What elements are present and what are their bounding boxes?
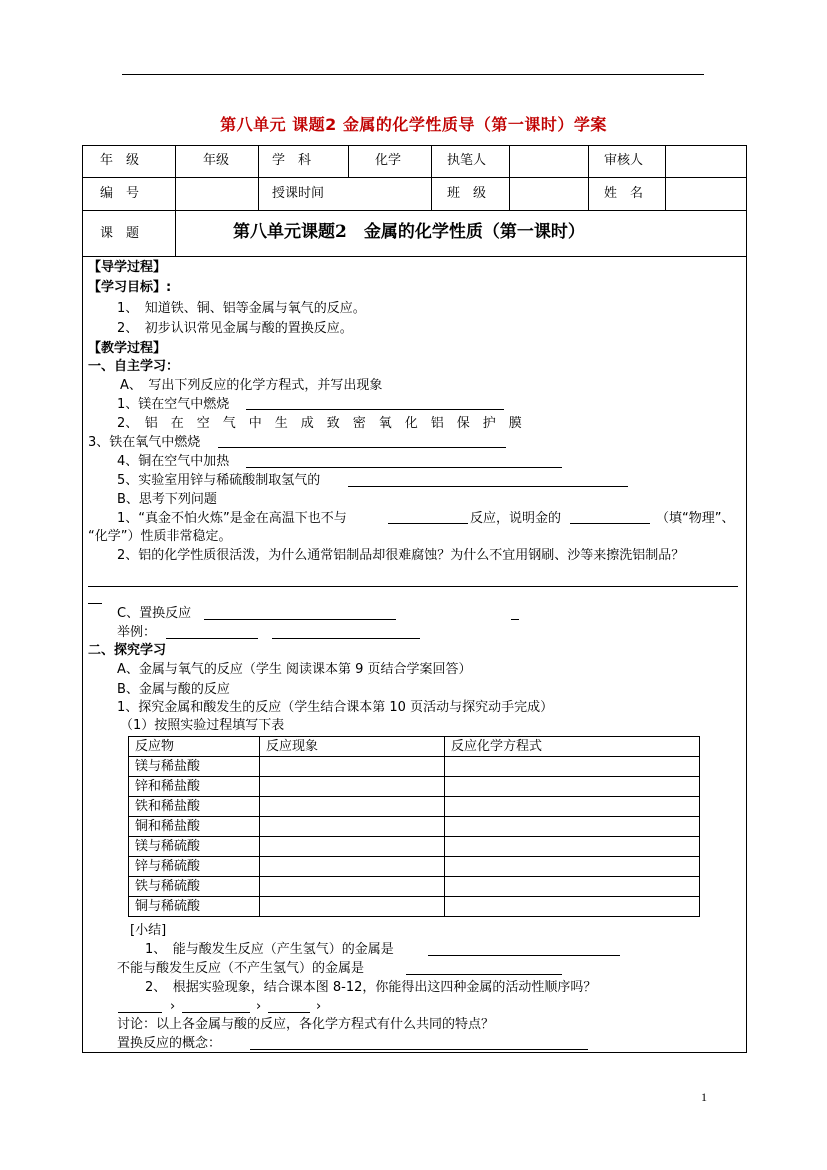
- reactant-cell: 铁与稀硫酸: [129, 877, 260, 897]
- reactant-cell: 镁与稀盐酸: [129, 757, 260, 777]
- phenomenon-cell[interactable]: [260, 857, 445, 877]
- goals-heading: 【学习目标】:: [88, 280, 172, 295]
- row-divider: [82, 210, 747, 211]
- think-question-1: [117, 510, 347, 527]
- header-phenomenon: 反应现象: [260, 737, 445, 757]
- header-rule: [122, 74, 704, 75]
- summary-1: 1、 能与酸发生反应（产生氢气）的金属是: [145, 942, 394, 957]
- think-q1-part-c: （填“物理”、: [656, 511, 735, 526]
- answer-line[interactable]: [218, 447, 506, 448]
- answer-line[interactable]: [511, 619, 519, 620]
- table-row: [129, 857, 700, 877]
- reviewer-label: 审核人: [604, 153, 644, 168]
- page-number: 1: [701, 1090, 707, 1104]
- grade-value: 年级: [203, 153, 230, 168]
- question-4: 4、铜在空气中加热: [117, 454, 230, 469]
- author-label: 执笔人: [447, 153, 487, 168]
- guide-heading: 【导学过程】: [88, 260, 167, 275]
- table-row: [129, 897, 700, 917]
- question-1-text: 1、镁在空气中燃烧: [117, 397, 230, 412]
- concept-label: 置换反应的概念：: [117, 1036, 222, 1051]
- explore-a: A、金属与氧气的反应（学生 阅读课本第 9 页结合学案回答）: [117, 662, 472, 677]
- phenomenon-cell[interactable]: [260, 837, 445, 857]
- summary-2: 2、 根据实验现象，结合课本图 8-12，你能得出这四种金属的活动性顺序吗？: [145, 980, 597, 995]
- answer-line[interactable]: [250, 1049, 588, 1050]
- question-3: 3、铁在氧气中燃烧: [88, 435, 201, 450]
- answer-line[interactable]: [118, 1012, 162, 1013]
- think-q1-part-b: 反应，说明金的: [470, 511, 562, 526]
- answer-line[interactable]: [166, 638, 258, 639]
- example-label: 举例：: [117, 625, 157, 640]
- table-row: [129, 777, 700, 797]
- goal-1: 1、 知道铁、铜、铝等金属与氧气的反应。: [117, 301, 366, 316]
- explore-1-1: （1）按照实验过程填写下表: [120, 718, 285, 733]
- col-divider: [431, 145, 432, 210]
- equation-cell[interactable]: [445, 797, 700, 817]
- answer-line[interactable]: [88, 586, 738, 587]
- equation-cell[interactable]: [445, 837, 700, 857]
- section-c-heading: C、置换反应: [117, 606, 192, 621]
- subject-label: 学 科: [272, 153, 312, 168]
- phenomenon-cell[interactable]: [260, 817, 445, 837]
- col-divider: [175, 145, 176, 256]
- answer-line[interactable]: [268, 1012, 310, 1013]
- order-separator: ›: [316, 999, 322, 1014]
- question-5: 5、实验室用锌与稀硫酸制取氢气的: [117, 473, 321, 488]
- name-label: 姓 名: [604, 186, 644, 201]
- explore-heading: 二、探究学习: [88, 643, 167, 658]
- order-separator: ›: [170, 999, 176, 1014]
- reactant-cell: 铁和稀盐酸: [129, 797, 260, 817]
- equation-cell[interactable]: [445, 877, 700, 897]
- answer-line[interactable]: [570, 523, 650, 524]
- answer-line[interactable]: [388, 523, 468, 524]
- equation-cell[interactable]: [445, 817, 700, 837]
- topic-value: 第八单元课题2 金属的化学性质（第一课时）: [233, 222, 585, 242]
- reactant-cell: 铜与稀硫酸: [129, 897, 260, 917]
- equation-cell[interactable]: [445, 897, 700, 917]
- answer-line[interactable]: [182, 1012, 250, 1013]
- class-label: 班 级: [447, 186, 487, 201]
- answer-line[interactable]: [272, 638, 420, 639]
- reactant-cell: 锌与稀硫酸: [129, 857, 260, 877]
- explore-b: B、金属与酸的反应: [117, 682, 230, 697]
- answer-line[interactable]: [246, 467, 562, 468]
- reaction-table: [128, 736, 700, 917]
- explore-1: 1、探究金属和酸发生的反应（学生结合课本第 10 页活动与探究动手完成）: [117, 700, 554, 715]
- col-divider: [665, 145, 666, 210]
- answer-line[interactable]: [348, 486, 628, 487]
- reactant-cell: 铜和稀盐酸: [129, 817, 260, 837]
- reactant-cell: 锌和稀盐酸: [129, 777, 260, 797]
- row-divider: [82, 256, 747, 257]
- table-row: [129, 797, 700, 817]
- answer-line[interactable]: [406, 974, 562, 975]
- col-divider: [588, 145, 589, 210]
- grade-label: 年 级: [100, 153, 140, 168]
- col-divider: [258, 145, 259, 210]
- goal-2: 2、 初步认识常见金属与酸的置换反应。: [117, 321, 353, 336]
- answer-line[interactable]: [88, 603, 102, 604]
- subject-value: 化学: [375, 153, 402, 168]
- header-reactant: 反应物: [129, 737, 260, 757]
- table-row: [129, 837, 700, 857]
- col-divider: [348, 145, 349, 177]
- equation-cell[interactable]: [445, 777, 700, 797]
- reactant-cell: 镁与稀硫酸: [129, 837, 260, 857]
- self-study-heading: 一、自主学习：: [88, 359, 180, 374]
- phenomenon-cell[interactable]: [260, 757, 445, 777]
- answer-line[interactable]: [246, 409, 504, 410]
- equation-cell[interactable]: [445, 757, 700, 777]
- topic-label: 课 题: [100, 226, 140, 241]
- col-divider: [509, 145, 510, 210]
- think-q1-part-d: “化学”）性质非常稳定。: [88, 529, 232, 544]
- section-a-heading: A、 写出下列反应的化学方程式，并写出现象: [120, 378, 383, 393]
- summary-1b: 不能与酸发生反应（不产生氢气）的金属是: [117, 961, 365, 976]
- phenomenon-cell[interactable]: [260, 877, 445, 897]
- table-header-row: [129, 737, 700, 757]
- phenomenon-cell[interactable]: [260, 797, 445, 817]
- number-label: 编 号: [100, 186, 140, 201]
- process-heading: 【教学过程】: [88, 341, 167, 356]
- section-b-heading: B、思考下列问题: [117, 492, 217, 507]
- question-2: 2、 铝 在 空 气 中 生 成 致 密 氧 化 铝 保 护 膜: [117, 416, 522, 431]
- answer-line[interactable]: [428, 955, 620, 956]
- equation-cell[interactable]: [445, 857, 700, 877]
- table-row: [129, 757, 700, 777]
- table-row: [129, 877, 700, 897]
- answer-line[interactable]: [204, 619, 396, 620]
- time-label: 授课时间: [272, 186, 325, 201]
- discussion: 讨论：以上各金属与酸的反应，各化学方程式有什么共同的特点？: [117, 1017, 495, 1032]
- phenomenon-cell[interactable]: [260, 777, 445, 797]
- row-divider: [82, 177, 747, 178]
- header-equation: 反应化学方程式: [445, 737, 700, 757]
- phenomenon-cell[interactable]: [260, 897, 445, 917]
- question-1: [117, 396, 229, 413]
- think-question-2: 2、铝的化学性质很活泼，为什么通常铝制品却很难腐蚀？为什么不宜用钢刷、沙等来擦洗铝制品？: [117, 548, 685, 563]
- order-separator: ›: [256, 999, 262, 1014]
- table-row: [129, 817, 700, 837]
- summary-heading: [小结]: [130, 923, 167, 938]
- document-title: 第八单元 课题2 金属的化学性质导（第一课时）学案: [220, 115, 607, 134]
- think-q1-part-a: 1、“真金不怕火炼”是金在高温下也不与: [117, 511, 347, 526]
